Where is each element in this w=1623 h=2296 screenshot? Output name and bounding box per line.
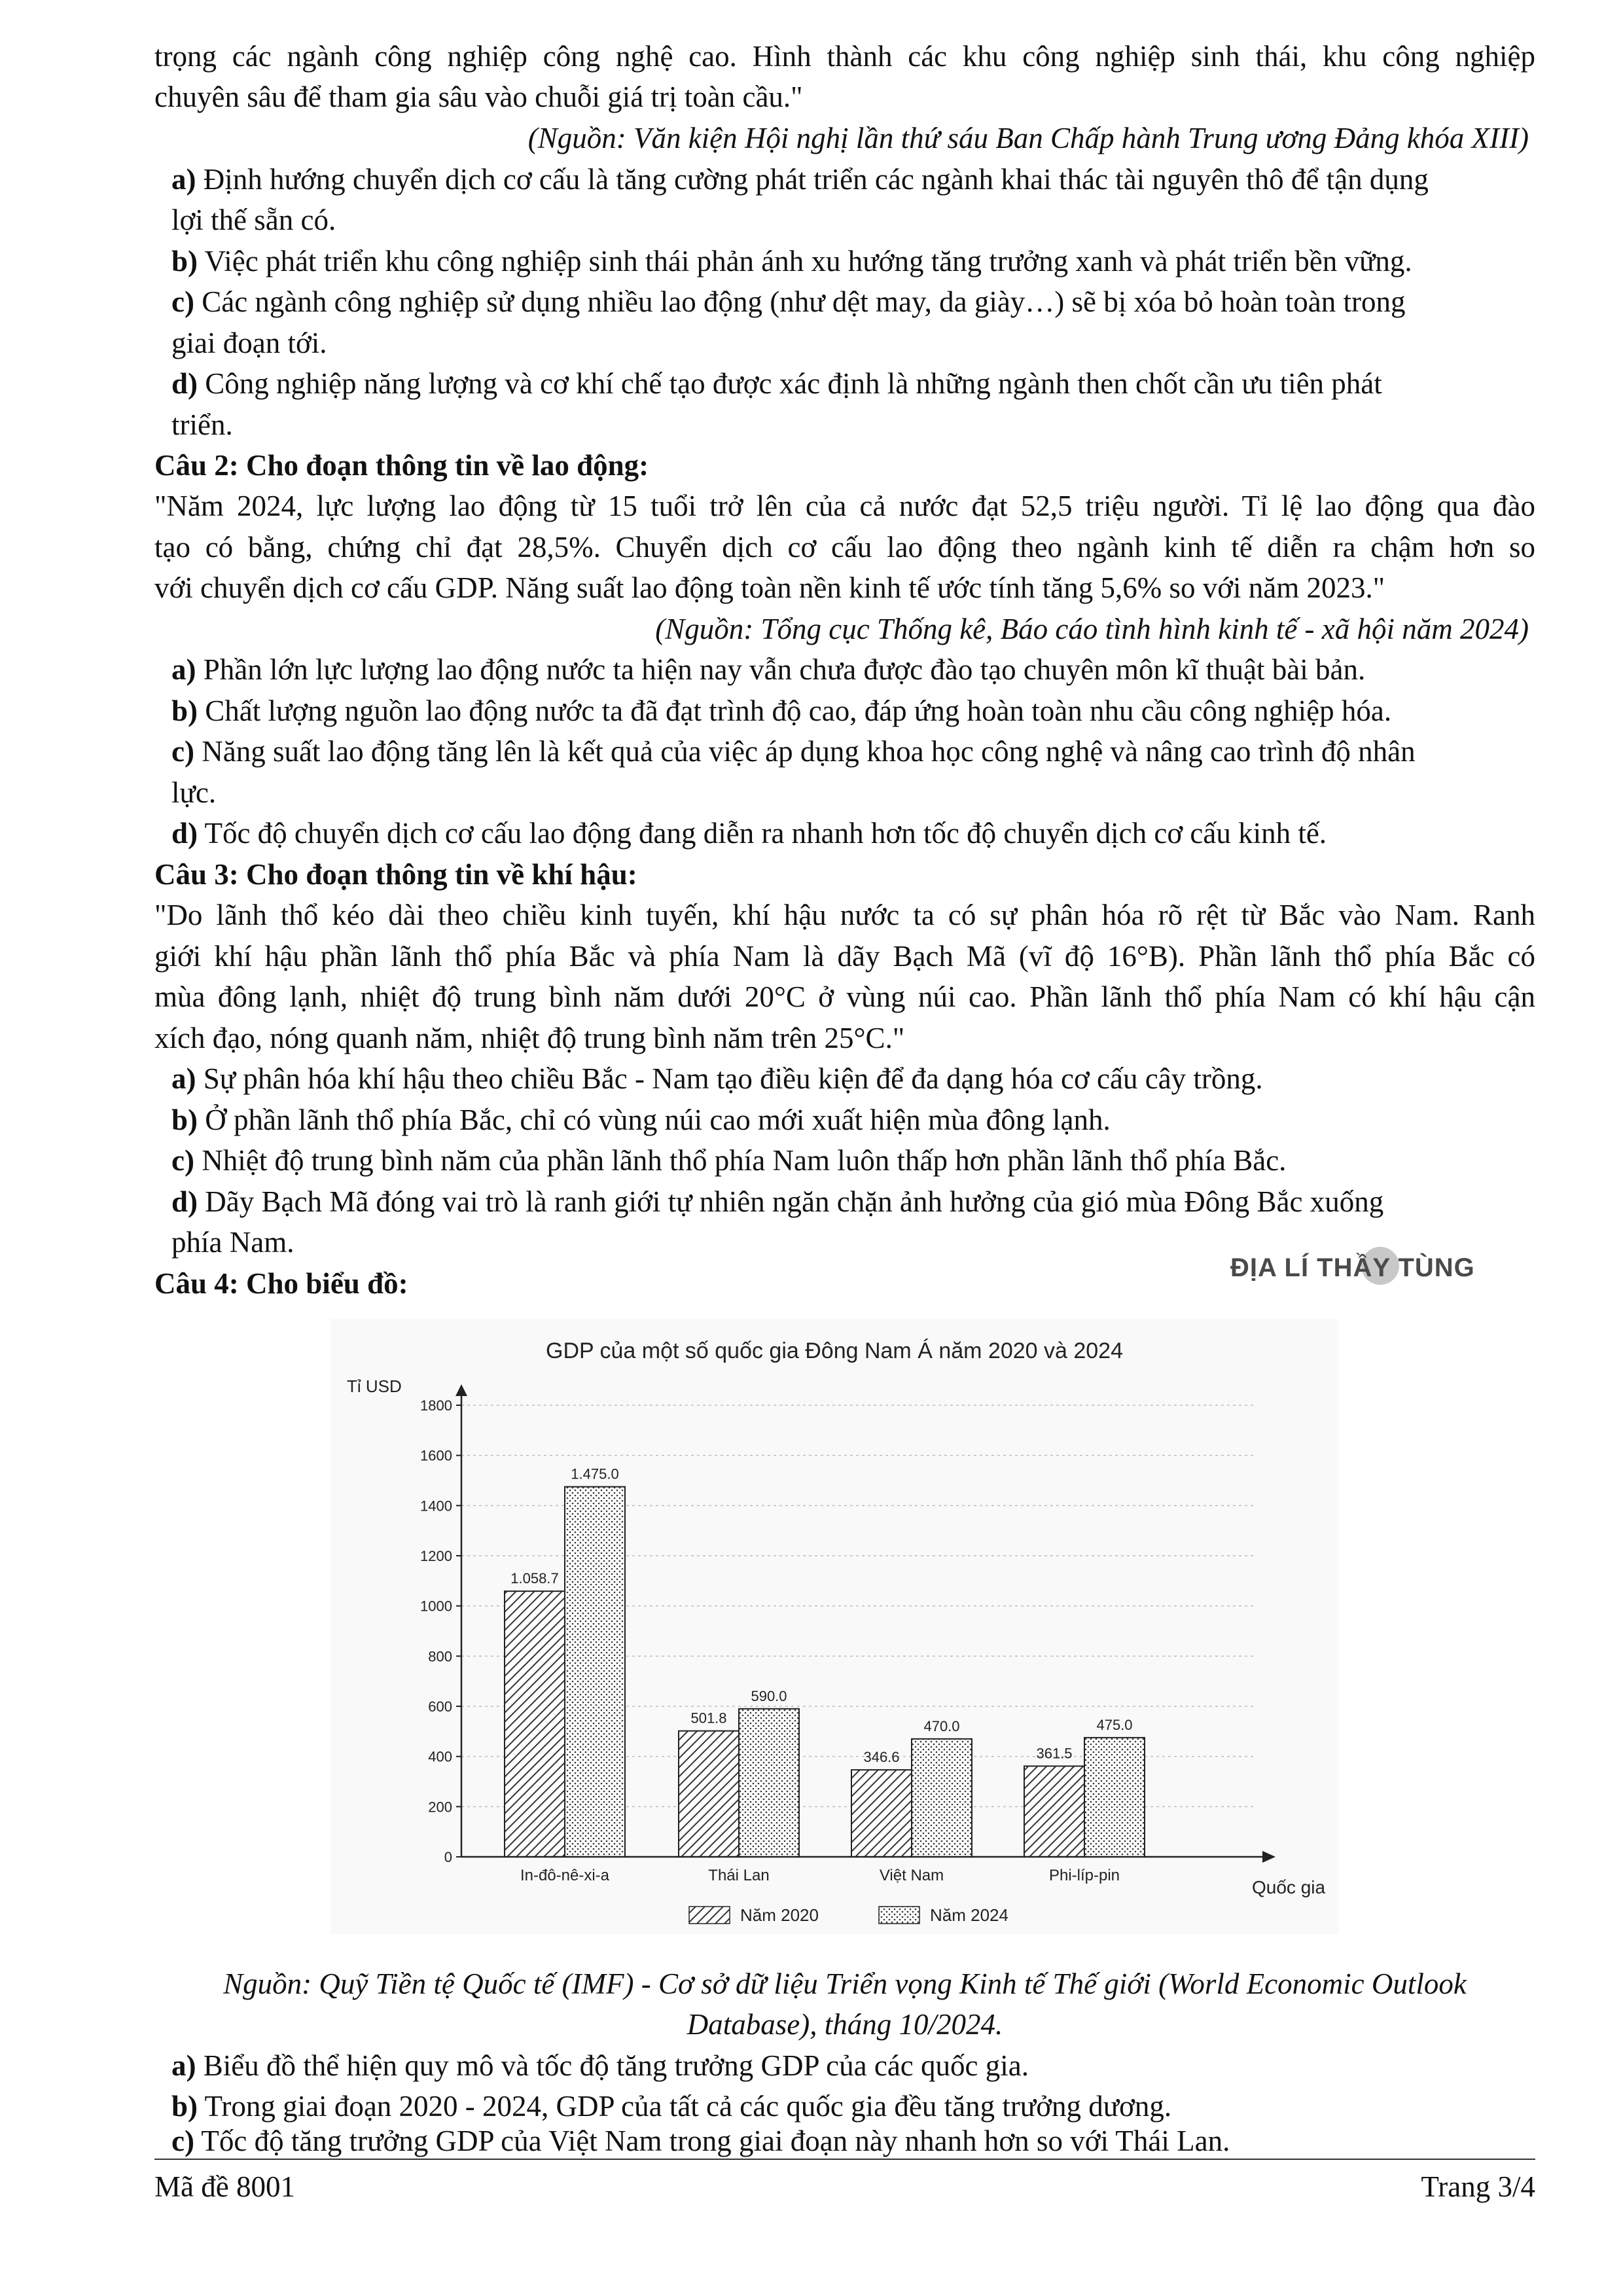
statement-d <box>171 363 1552 404</box>
y-axis-label: Tỉ USD <box>347 1376 402 1396</box>
page-number: Trang 3/4 <box>1421 2170 1535 2203</box>
statement-b <box>171 1100 1552 1140</box>
statement-label: c) <box>171 285 194 318</box>
statement-text: Năng suất lao động tăng lên là kết quả của việc áp dụng khoa học công nghệ và nâng cao trình độ nhân <box>194 735 1416 768</box>
statement-text: Chất lượng nguồn lao động nước ta đã đạt trình độ cao, đáp ứng hoàn toàn nhu cầu công nghiệp hóa. <box>198 694 1392 727</box>
paragraph-line: chuyên sâu để tham gia sâu vào chuỗi giá trị toàn cầu." <box>154 81 803 113</box>
statement-text: Việc phát triển khu công nghiệp sinh thái phản ánh xu hướng tăng trưởng xanh và phát triển bền vững. <box>198 245 1412 278</box>
y-tick-label: 400 <box>428 1748 452 1765</box>
y-tick-label: 800 <box>428 1648 452 1665</box>
bar <box>1024 1766 1084 1857</box>
statement-c <box>171 731 1552 772</box>
question-2-heading: Câu 2: Cho đoạn thông tin về lao động: <box>154 449 649 482</box>
statement-text: Phần lớn lực lượng lao động nước ta hiện nay vẫn chưa được đào tạo chuyên môn kĩ thuật bài bản. <box>196 653 1366 686</box>
statement-text: Định hướng chuyển dịch cơ cấu là tăng cường phát triển các ngành khai thác tài nguyên thô để tận dụng <box>196 163 1429 196</box>
data-label: 501.8 <box>690 1710 727 1727</box>
statement-b <box>171 691 1552 731</box>
bar <box>739 1709 799 1857</box>
watermark-logo <box>1230 1253 1475 1283</box>
data-label: 475.0 <box>1096 1716 1133 1733</box>
data-label: 470.0 <box>923 1717 960 1734</box>
footer-divider <box>154 2159 1535 2160</box>
statement-d <box>171 1181 1552 1222</box>
statement-label: d) <box>171 817 198 850</box>
statement-text: Biểu đồ thể hiện quy mô và tốc độ tăng trưởng GDP của các quốc gia. <box>196 2049 1029 2082</box>
paragraph-line: tạo có bằng, chứng chỉ đạt 28,5%. Chuyển dịch cơ cấu lao động theo ngành kinh tế diễn ra chậm hơn so <box>154 531 1535 564</box>
statement-label: d) <box>171 1185 198 1218</box>
chart-background <box>330 1319 1338 1934</box>
data-label: 590.0 <box>751 1687 787 1704</box>
category-label: Việt Nam <box>879 1867 944 1884</box>
category-label: In-đô-nê-xi-a <box>520 1867 610 1884</box>
statement-text: Dãy Bạch Mã đóng vai trò là ranh giới tự nhiên ngăn chặn ảnh hưởng của gió mùa Đông Bắc xuống <box>198 1185 1384 1218</box>
statement-a <box>171 159 1552 200</box>
statement-a <box>171 1058 1552 1099</box>
statement-label: c) <box>171 735 194 768</box>
legend-label: Năm 2024 <box>930 1905 1008 1925</box>
gdp-chart <box>330 1319 1338 1934</box>
statement-text: Tốc độ tăng trưởng GDP của Việt Nam trong giai đoạn này nhanh hơn so với Thái Lan. <box>194 2125 1230 2157</box>
statement-continuation: lực. <box>171 776 217 809</box>
chart-source-line: Database), tháng 10/2024. <box>687 2008 1003 2041</box>
chart-title: GDP của một số quốc gia Đông Nam Á năm 2020 và 2024 <box>546 1338 1123 1363</box>
legend-label: Năm 2020 <box>740 1905 819 1925</box>
y-tick-label: 600 <box>428 1698 452 1715</box>
watermark-text: ĐỊA LÍ THẦY TÙNG <box>1230 1253 1475 1282</box>
y-tick-label: 0 <box>444 1849 452 1865</box>
data-label: 346.6 <box>863 1749 900 1766</box>
chart-source-line: Nguồn: Quỹ Tiền tệ Quốc tế (IMF) - Cơ sở dữ liệu Triển vọng Kinh tế Thế giới (World Economic Outlook <box>223 1967 1467 2000</box>
category-label: Phi-líp-pin <box>1048 1867 1120 1884</box>
statement-label: b) <box>171 245 198 278</box>
paragraph-line: mùa đông lạnh, nhiệt độ trung bình năm dưới 20°C ở vùng núi cao. Phần lãnh thổ phía Nam có khí hậu cận <box>154 980 1535 1013</box>
statement-text: Trong giai đoạn 2020 - 2024, GDP của tất cả các quốc gia đều tăng trưởng dương. <box>198 2090 1172 2123</box>
statement-label: b) <box>171 1103 198 1136</box>
statement-text: Sự phân hóa khí hậu theo chiều Bắc - Nam tạo điều kiện để đa dạng hóa cơ cấu cây trồng. <box>196 1062 1263 1095</box>
paragraph-line: trọng các ngành công nghiệp công nghệ cao. Hình thành các khu công nghiệp sinh thái, khu công nghiệp <box>154 40 1535 73</box>
statement-label: a) <box>171 653 196 686</box>
statement-c <box>171 2121 1552 2161</box>
data-label: 1.475.0 <box>571 1465 619 1482</box>
bar <box>912 1739 972 1857</box>
statement-b <box>171 241 1552 281</box>
statement-c <box>171 1140 1552 1181</box>
source-citation: (Nguồn: Tổng cục Thống kê, Báo cáo tình hình kinh tế - xã hội năm 2024) <box>655 613 1529 645</box>
y-tick-label: 1800 <box>420 1397 452 1414</box>
bar <box>851 1770 912 1857</box>
statement-text: Các ngành công nghiệp sử dụng nhiều lao động (như dệt may, da giày…) sẽ bị xóa bỏ hoàn toàn trong <box>194 285 1406 318</box>
gdp-bar-chart-svg <box>330 1319 1338 1934</box>
statement-label: c) <box>171 1144 194 1177</box>
y-tick-label: 1400 <box>420 1498 452 1515</box>
category-label: Thái Lan <box>708 1867 770 1884</box>
bar <box>1084 1738 1145 1857</box>
paragraph-line: xích đạo, nóng quanh năm, nhiệt độ trung bình năm trên 25°C." <box>154 1022 905 1054</box>
legend-swatch <box>689 1907 730 1924</box>
paragraph-line: với chuyển dịch cơ cấu GDP. Năng suất lao động toàn nền kinh tế ước tính tăng 5,6% so với năm 2023." <box>154 571 1385 604</box>
statement-continuation: giai đoạn tới. <box>171 327 327 359</box>
paragraph-line: "Do lãnh thổ kéo dài theo chiều kinh tuyến, khí hậu nước ta có sự phân hóa rõ rệt từ Bắc vào Nam. Ranh <box>154 899 1535 931</box>
data-label: 1.058.7 <box>510 1570 559 1587</box>
y-tick-label: 200 <box>428 1799 452 1816</box>
paragraph-line: giới khí hậu phần lãnh thổ phía Bắc và phía Nam là dãy Bạch Mã (vĩ độ 16°B). Phần lãnh thổ phía Bắc có <box>154 940 1535 973</box>
statement-label: c) <box>171 2125 194 2157</box>
statement-label: b) <box>171 694 198 727</box>
x-axis-label: Quốc gia <box>1252 1877 1326 1897</box>
bar <box>505 1591 565 1857</box>
statement-text: Ở phần lãnh thổ phía Bắc, chỉ có vùng núi cao mới xuất hiện mùa đông lạnh. <box>198 1103 1111 1136</box>
statement-text: Công nghiệp năng lượng và cơ khí chế tạo được xác định là những ngành then chốt cần ưu tiên phát <box>198 367 1382 400</box>
y-tick-label: 1200 <box>420 1548 452 1564</box>
statement-a <box>171 649 1552 690</box>
statement-a <box>171 2045 1552 2086</box>
statement-c <box>171 281 1552 322</box>
question-4-heading: Câu 4: Cho biểu đồ: <box>154 1267 408 1300</box>
statement-label: a) <box>171 2049 196 2082</box>
bar <box>679 1731 739 1857</box>
statement-text: Nhiệt độ trung bình năm của phần lãnh thổ phía Nam luôn thấp hơn phần lãnh thổ phía Bắc. <box>194 1144 1287 1177</box>
statement-label: d) <box>171 367 198 400</box>
statement-continuation: phía Nam. <box>171 1226 294 1259</box>
statement-label: a) <box>171 163 196 196</box>
y-tick-label: 1000 <box>420 1598 452 1615</box>
statement-continuation: triển. <box>171 408 233 441</box>
statement-d <box>171 813 1552 853</box>
y-tick-label: 1600 <box>420 1447 452 1464</box>
statement-label: a) <box>171 1062 196 1095</box>
statement-continuation: lợi thế sẵn có. <box>171 204 336 236</box>
legend-swatch <box>879 1907 919 1924</box>
data-label: 361.5 <box>1036 1745 1073 1762</box>
exam-code: Mã đề 8001 <box>154 2170 295 2203</box>
paragraph-line: "Năm 2024, lực lượng lao động từ 15 tuổi trở lên của cả nước đạt 52,5 triệu người. Tỉ lệ lao động qua đào <box>154 490 1535 522</box>
bar <box>565 1487 625 1857</box>
question-3-heading: Câu 3: Cho đoạn thông tin về khí hậu: <box>154 858 637 891</box>
statement-label: b) <box>171 2090 198 2123</box>
statement-text: Tốc độ chuyển dịch cơ cấu lao động đang diễn ra nhanh hơn tốc độ chuyển dịch cơ cấu kinh tế. <box>198 817 1327 850</box>
source-citation: (Nguồn: Văn kiện Hội nghị lần thứ sáu Ban Chấp hành Trung ương Đảng khóa XIII) <box>527 122 1529 154</box>
